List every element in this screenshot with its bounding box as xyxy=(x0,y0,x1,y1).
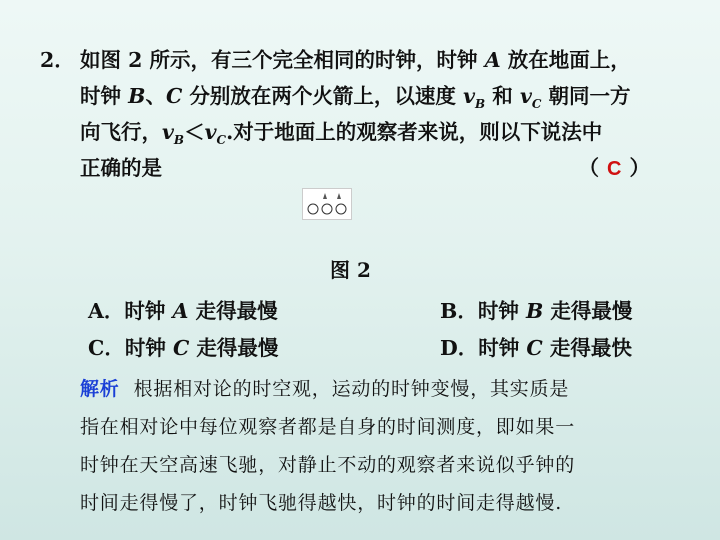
option-d[interactable]: D．时钟 C 走得最快 xyxy=(440,336,632,360)
question-line-4: 正确的是 （ C ） xyxy=(40,150,690,186)
question-number: 2． xyxy=(40,48,75,72)
clock-figure-thumbnail xyxy=(302,188,352,220)
option-b[interactable]: B．时钟 B 走得最慢 xyxy=(440,299,633,323)
question-line-1: 2． 如图 2 所示，有三个完全相同的时钟，时钟 A 放在地面上， xyxy=(40,42,690,78)
question xyxy=(40,42,690,186)
solution-line: 时间走得慢了，时钟飞驰得越快，时钟的时间走得越慢. xyxy=(80,492,563,514)
solution-line: 解析 根据相对论的时空观，运动的时钟变慢，其实质是 xyxy=(80,378,570,400)
clock-sketch-icon xyxy=(303,189,351,219)
question-line-3: 向飞行，$v_B<v_C$.对于地面上的观察者来说，则以下说法中 xyxy=(80,120,603,148)
answer-letter: C xyxy=(607,158,622,180)
option-c[interactable]: C．时钟 C 走得最慢 xyxy=(88,336,279,360)
solution-line: 时钟在天空高速飞驰，对静止不动的观察者来说似乎钟的 xyxy=(80,454,576,476)
question-line-2: 时钟 B、C 分别放在两个火箭上，以速度 $v_B$ 和 $v_C$ 朝同一方 xyxy=(80,84,631,112)
figure-caption: 图 2 xyxy=(330,258,371,282)
solution xyxy=(80,370,680,522)
option-a[interactable]: A．时钟 A 走得最慢 xyxy=(88,299,278,323)
solution-line: 指在相对论中每位观察者都是自身的时间测度，即如果一 xyxy=(80,416,576,438)
solution-label: 解析 xyxy=(80,378,120,400)
answer-bracket: （ C ） xyxy=(578,156,650,180)
